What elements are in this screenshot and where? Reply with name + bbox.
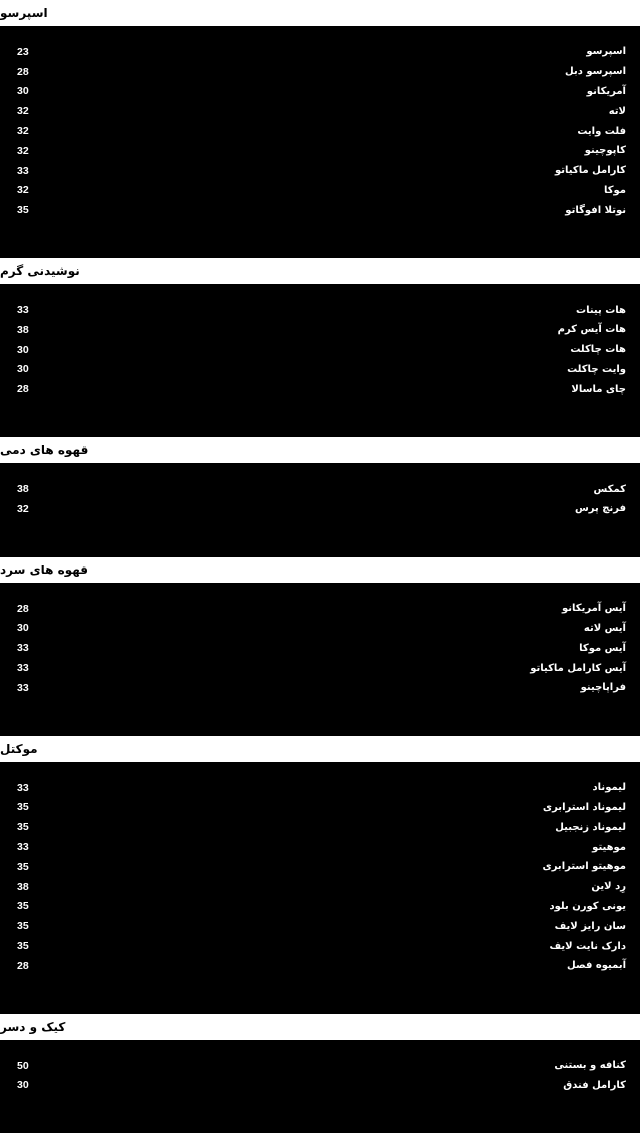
item-name: نوتلا افوگاتو [565, 204, 626, 216]
item-price: 32 [17, 105, 29, 118]
section-items [0, 284, 640, 437]
item-price: 23 [17, 45, 29, 58]
item-price: 32 [17, 502, 29, 515]
menu-section-1 [0, 258, 640, 437]
menu-item[interactable] [0, 778, 640, 798]
menu-item[interactable] [0, 817, 640, 837]
item-name: موکا [603, 184, 626, 196]
menu-item[interactable] [0, 956, 640, 976]
menu-item[interactable] [0, 161, 640, 181]
item-name: دارک نایت لایف [549, 940, 626, 952]
menu-item[interactable] [0, 619, 640, 639]
section-items [0, 762, 640, 1014]
item-name: وایت چاکلت [567, 363, 626, 375]
item-price: 35 [17, 860, 29, 873]
section-items [0, 463, 640, 557]
item-name: فلت وایت [577, 125, 626, 137]
item-price: 28 [17, 383, 29, 396]
item-price: 38 [17, 323, 29, 336]
item-name: فرنچ پرس [575, 503, 626, 515]
item-price: 28 [17, 959, 29, 972]
item-name: کاپوچینو [584, 145, 626, 157]
item-price: 33 [17, 642, 29, 655]
item-price: 33 [17, 164, 29, 177]
item-name: آمریکانو [586, 85, 626, 97]
menu-section-5 [0, 1014, 640, 1133]
menu-item[interactable] [0, 499, 640, 519]
item-price: 28 [17, 65, 29, 78]
item-price: 30 [17, 363, 29, 376]
menu-item[interactable] [0, 340, 640, 360]
item-price: 33 [17, 841, 29, 854]
menu-item[interactable] [0, 379, 640, 399]
item-name: هات پینات [576, 304, 626, 316]
menu-item[interactable] [0, 638, 640, 658]
item-price: 30 [17, 622, 29, 635]
menu-item[interactable] [0, 82, 640, 102]
section-header[interactable] [0, 258, 640, 284]
item-name: موهیتو استرابری [542, 861, 626, 873]
item-price: 35 [17, 204, 29, 217]
item-name: لیموناد استرابری [542, 801, 626, 813]
item-price: 33 [17, 304, 29, 317]
item-price: 38 [17, 880, 29, 893]
item-name: موهیتو [592, 841, 626, 853]
menu-section-4 [0, 736, 640, 1014]
item-name: لاته [608, 105, 626, 117]
menu-item[interactable] [0, 599, 640, 619]
menu-item[interactable] [0, 62, 640, 82]
item-name: هات آیس کرم [557, 324, 626, 336]
menu-item[interactable] [0, 479, 640, 499]
menu-item[interactable] [0, 300, 640, 320]
item-name: لیموناد زنجبیل [555, 821, 626, 833]
section-header[interactable] [0, 736, 640, 762]
section-header[interactable] [0, 437, 640, 463]
item-name: چای ماسالا [571, 383, 626, 395]
item-name: هات چاکلت [570, 344, 626, 356]
menu-item[interactable] [0, 121, 640, 141]
item-name: آبمیوه فصل [567, 960, 626, 972]
item-name: رِد لاین [591, 881, 626, 893]
section-items [0, 26, 640, 258]
item-name: آیس موکا [579, 642, 626, 654]
item-price: 35 [17, 920, 29, 933]
item-price: 32 [17, 184, 29, 197]
menu-item[interactable] [0, 877, 640, 897]
item-price: 35 [17, 801, 29, 814]
section-items [0, 1040, 640, 1133]
section-title: کیک و دسر [0, 1019, 66, 1034]
menu-item[interactable] [0, 1076, 640, 1096]
section-title: قهوه های سرد [0, 562, 88, 577]
item-name: اسپرسو [586, 46, 626, 58]
section-title: موکتل [0, 741, 38, 756]
item-name: آیس کارامل ماکیاتو [530, 662, 626, 674]
menu-item[interactable] [0, 181, 640, 201]
menu-item[interactable] [0, 936, 640, 956]
item-price: 33 [17, 662, 29, 675]
menu-section-3 [0, 557, 640, 736]
item-name: کارامل ماکیاتو [555, 165, 626, 177]
menu-item[interactable] [0, 320, 640, 340]
item-price: 30 [17, 1079, 29, 1092]
section-items [0, 583, 640, 736]
item-price: 33 [17, 681, 29, 694]
menu-item[interactable] [0, 1056, 640, 1076]
item-price: 33 [17, 781, 29, 794]
section-header[interactable] [0, 1014, 640, 1040]
item-price: 50 [17, 1059, 29, 1072]
menu-item[interactable] [0, 200, 640, 220]
item-price: 30 [17, 343, 29, 356]
item-name: آیس آمریکانو [562, 603, 626, 615]
item-price: 32 [17, 144, 29, 157]
item-name: کمکس [593, 483, 626, 495]
item-name: کنافه و بستنی [554, 1060, 626, 1072]
item-name: فراپاچینو [580, 682, 626, 694]
item-price: 35 [17, 900, 29, 913]
item-name: کارامل فندق [563, 1079, 626, 1091]
item-price: 35 [17, 821, 29, 834]
item-name: آیس لاته [583, 622, 626, 634]
item-price: 38 [17, 483, 29, 496]
menu-item[interactable] [0, 678, 640, 698]
item-price: 28 [17, 602, 29, 615]
menu-item[interactable] [0, 360, 640, 380]
item-price: 35 [17, 940, 29, 952]
menu-item[interactable] [0, 916, 640, 936]
item-name: اسپرسو دبل [565, 66, 626, 78]
menu-section-2 [0, 437, 640, 557]
section-header[interactable] [0, 0, 640, 26]
item-price: 30 [17, 85, 29, 98]
section-title: نوشیدنی گرم [0, 264, 80, 279]
menu-item[interactable] [0, 141, 640, 161]
menu-item[interactable] [0, 658, 640, 678]
section-header[interactable] [0, 557, 640, 583]
item-name: یونی کورن بلود [549, 900, 626, 912]
item-name: سان رایز لایف [554, 920, 626, 932]
menu-section-0 [0, 0, 640, 258]
menu-item[interactable] [0, 837, 640, 857]
menu-item[interactable] [0, 798, 640, 818]
menu-item[interactable] [0, 101, 640, 121]
section-title: قهوه های دمی [0, 443, 89, 458]
item-name: لیموناد [592, 782, 626, 794]
section-title: اسپرسو [0, 6, 48, 20]
menu-item[interactable] [0, 857, 640, 877]
item-price: 32 [17, 125, 29, 138]
menu-item[interactable] [0, 897, 640, 917]
menu-item[interactable] [0, 42, 640, 62]
